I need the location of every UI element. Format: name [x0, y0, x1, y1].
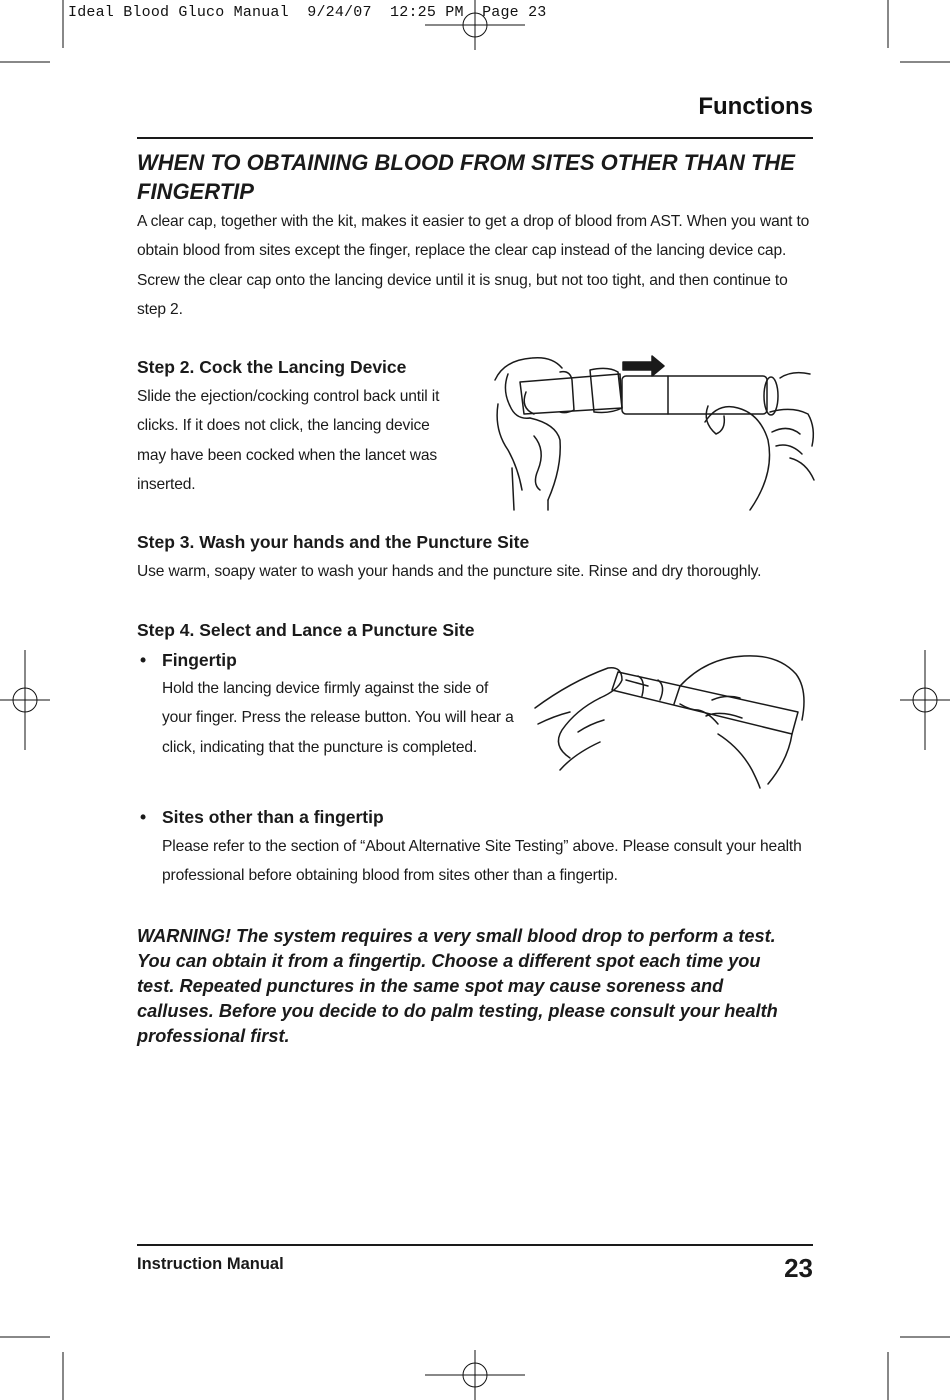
section-title: Functions: [698, 93, 813, 120]
other-sites-title: Sites other than a fingertip: [162, 807, 384, 827]
step2-line: Slide the ejection/cocking control back until it: [137, 388, 440, 405]
footer-label: Instruction Manual: [137, 1255, 284, 1273]
intro-line: A clear cap, together with the kit, makes it easier to get a drop of blood from AST. When you want to: [137, 213, 810, 230]
crosshair-registration-mark-top: [425, 0, 525, 50]
intro-line: Screw the clear cap onto the lancing device until it is snug, but not too tight, and then continue to: [137, 271, 788, 289]
other-sites-line: professional before obtaining blood from sites other than a fingertip.: [162, 867, 618, 885]
warning-line: calluses. Before you decide to do palm testing, please consult your health: [137, 1001, 778, 1021]
print-slug-line: Ideal Blood Gluco Manual 9/24/07 12:25 PM Page 23: [68, 4, 547, 21]
step2-paragraph: [137, 382, 439, 500]
step2-line: may have been cocked when the lancet was: [137, 446, 437, 464]
warning-paragraph: [137, 924, 827, 1049]
fingertip-line: Hold the lancing device firmly against the side of: [162, 680, 489, 697]
step2-line: clicks. If it does not click, the lancing device: [137, 417, 430, 435]
step2-line: inserted.: [137, 476, 196, 494]
hands-cocking-lancing-device-illustration: [490, 350, 820, 515]
header-rule: [137, 137, 813, 139]
fingertip-line: your finger. Press the release button. You will hear a: [162, 709, 514, 727]
fingertip-title: Fingertip: [162, 650, 237, 670]
step3-text: Use warm, soapy water to wash your hands and the puncture site. Rinse and dry thoroughly.: [137, 563, 762, 580]
warning-line: professional first.: [137, 1026, 290, 1046]
bullet-marker: •: [140, 807, 147, 827]
intro-line: obtain blood from sites except the finger, replace the clear cap instead of the lancing device cap.: [137, 242, 787, 260]
other-sites-paragraph: [162, 832, 802, 891]
fingertip-paragraph: [162, 674, 514, 762]
other-sites-line: Please refer to the section of “About Alternative Site Testing” above. Please consult your health: [162, 838, 802, 855]
step4-title: Step 4. Select and Lance a Puncture Site: [137, 620, 475, 640]
crosshair-registration-mark-left: [0, 650, 50, 750]
warning-line: You can obtain it from a fingertip. Choose a different spot each time you: [137, 951, 761, 971]
page-number: 23: [784, 1253, 813, 1283]
crosshair-registration-mark-right: [900, 650, 950, 750]
footer-rule: [137, 1244, 813, 1246]
warning-line: WARNING! The system requires a very small blood drop to perform a test.: [137, 926, 776, 946]
fingertip-line: click, indicating that the puncture is completed.: [162, 738, 478, 756]
crosshair-registration-mark-bottom: [425, 1350, 525, 1400]
step2-title: Step 2. Cock the Lancing Device: [137, 357, 407, 377]
section-heading: WHEN TO OBTAINING BLOOD FROM SITES OTHER THAN THE FINGERTIP: [137, 150, 795, 204]
intro-line: step 2.: [137, 301, 183, 319]
intro-paragraph: [137, 207, 809, 325]
lancing-device-against-finger-illustration: [530, 650, 815, 790]
warning-line: test. Repeated punctures in the same spot may cause soreness and: [137, 976, 724, 996]
bullet-marker: •: [140, 650, 147, 670]
step3-title: Step 3. Wash your hands and the Puncture Site: [137, 532, 530, 552]
